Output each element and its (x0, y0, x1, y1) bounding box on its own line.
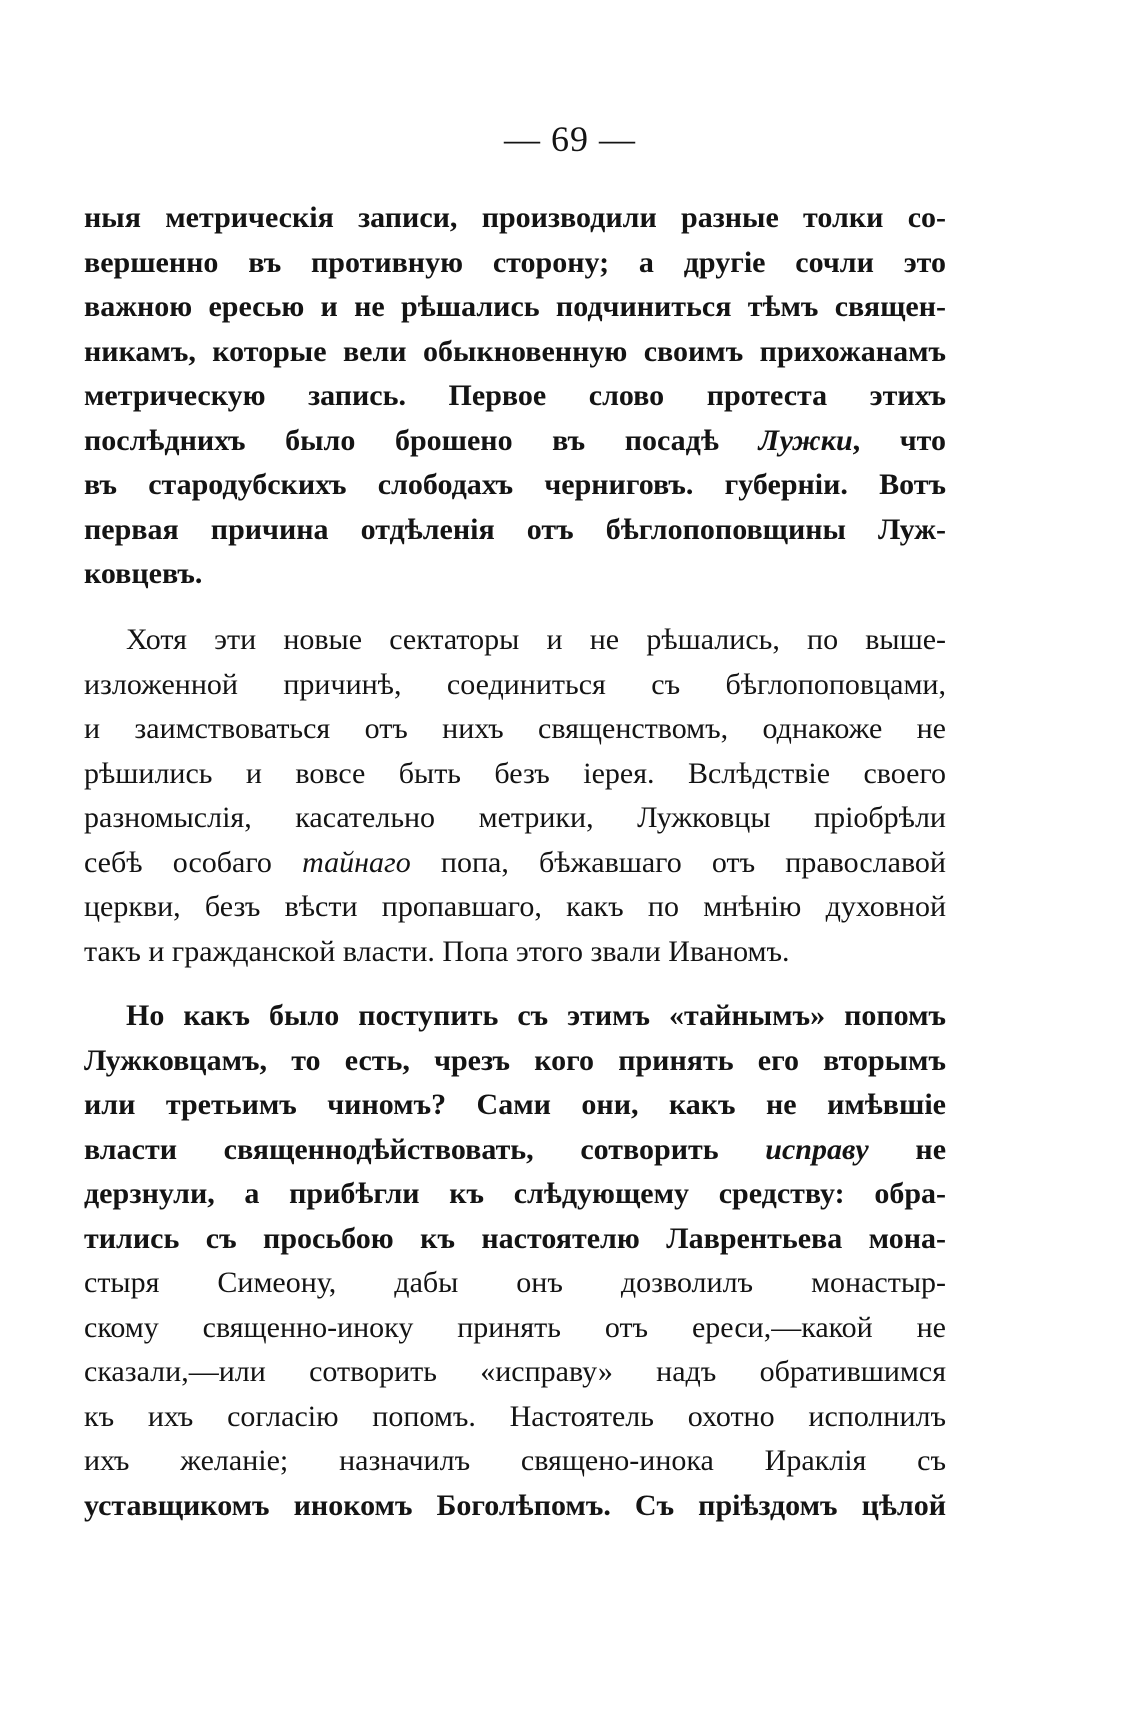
page-number: — 69 — (504, 119, 636, 159)
text-line: и заимствоваться отъ нихъ священствомъ, однакоже не (84, 712, 946, 745)
text-line-with-italic (84, 1128, 946, 1173)
text-line: тились съ просьбою къ настоятелю Лаврентьева мона- (84, 1221, 946, 1255)
italic-word: тайнаго (302, 845, 411, 879)
text-line: Но какъ было поступить съ этимъ «тайнымъ» попомъ (126, 999, 946, 1032)
text-segment: власти священнодѣйствовать, сотворить (84, 1132, 766, 1166)
text-line: въ стародубскихъ слободахъ черниговъ. губерніи. Вотъ (84, 468, 946, 501)
text-line: дерзнули, а прибѣгли къ слѣдующему средству: обра- (84, 1177, 946, 1210)
text-segment: себѣ особаго (84, 845, 303, 879)
text-line: уставщикомъ инокомъ Боголѣпомъ. Съ пріѣздомъ цѣлой (84, 1488, 946, 1522)
text-line: Лужковцамъ, то есть, чрезъ кого принять его вторымъ (84, 1043, 946, 1077)
text-line: сказали,—или сотворить «исправу» надъ обратившимся (84, 1355, 946, 1388)
text-line: ихъ желаніе; назначилъ священо-инока Ираклія съ (84, 1444, 946, 1477)
text-line: ныя метрическія записи, производили разные толки со- (84, 201, 946, 234)
text-line: къ ихъ согласію попомъ. Настоятель охотно исполнилъ (84, 1399, 946, 1433)
text-line: рѣшились и вовсе быть безъ іерея. Вслѣдствіе своего (84, 756, 946, 790)
text-line: ковцевъ. (84, 557, 203, 590)
paragraph-2 (84, 618, 946, 974)
text-line: Хотя эти новые сектаторы и не рѣшались, по выше- (126, 623, 946, 656)
text-segment: попа, бѣжавшаго отъ православой (410, 845, 946, 879)
text-line-with-italic (84, 419, 946, 464)
text-line: скому священно-иноку принять отъ ереси,—какой не (84, 1310, 946, 1344)
text-line-with-italic (84, 841, 946, 886)
text-line: изложенной причинѣ, соединиться съ бѣглопоповцами, (84, 667, 946, 701)
italic-word: Лужки (758, 423, 853, 457)
text-segment: , что (852, 423, 946, 457)
italic-word: исправу (765, 1132, 869, 1166)
text-line: стыря Симеону, дабы онъ дозволилъ монастыр- (84, 1266, 946, 1299)
paragraph-1 (84, 196, 946, 597)
text-segment: послѣднихъ было брошено въ посадѣ (84, 423, 759, 457)
text-line: метрическую запись. Первое слово протеста этихъ (84, 379, 946, 412)
text-line: никамъ, которые вели обыкновенную своимъ прихожанамъ (84, 334, 946, 368)
text-line: такъ и гражданской власти. Попа этого звали Иваномъ. (84, 934, 790, 968)
text-line: важною ересью и не рѣшались подчиниться тѣмъ священ- (84, 290, 946, 323)
text-line: или третьимъ чиномъ? Сами они, какъ не имѣвшіе (84, 1088, 946, 1121)
paragraph-3 (84, 994, 946, 1528)
text-line: вершенно въ противную сторону; а другіе сочли это (84, 245, 946, 279)
text-segment: не (868, 1132, 947, 1166)
text-line: первая причина отдѣленія отъ бѣглопоповщины Луж- (84, 512, 946, 546)
text-line: церкви, безъ вѣсти пропавшаго, какъ по мнѣнію духовной (84, 890, 946, 923)
text-line: разномыслія, касательно метрики, Лужковцы пріобрѣли (84, 801, 946, 834)
